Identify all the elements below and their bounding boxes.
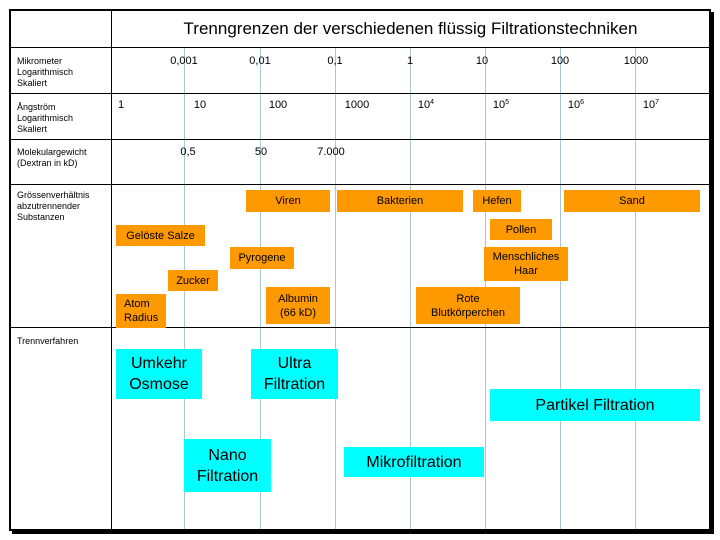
row-divider bbox=[11, 184, 709, 185]
tick-angstrom: 1 bbox=[117, 99, 125, 111]
tick-angstrom: $10^5$ bbox=[492, 99, 510, 111]
tick-micrometer: 0,01 bbox=[249, 55, 271, 67]
process-umkehr-osmose: Umkehr Osmose bbox=[116, 349, 202, 399]
substance-zucker: Zucker bbox=[168, 270, 218, 291]
tick-micrometer: 1 bbox=[406, 55, 414, 67]
process-mikrofiltration: Mikrofiltration bbox=[344, 447, 484, 477]
tick-molekulargewicht: 7.000 bbox=[317, 146, 345, 158]
row-label-trennverfahren: Trennverfahren bbox=[17, 336, 79, 346]
substance-pollen: Pollen bbox=[490, 219, 552, 240]
substance-viren: Viren bbox=[246, 190, 330, 212]
tick-molekulargewicht: 50 bbox=[254, 146, 268, 158]
substance-menschliches-haar: Menschliches Haar bbox=[484, 247, 568, 281]
tick-molekulargewicht: 0,5 bbox=[180, 146, 196, 158]
tick-angstrom: $10^7$ bbox=[642, 99, 660, 111]
row-label-groessenverhaeltnis: Grössenverhältnis abzutrennender Substanzen bbox=[17, 190, 90, 222]
tick-angstrom: 10 bbox=[193, 99, 207, 111]
gridline-0-1 bbox=[335, 47, 336, 529]
substance-albumin: Albumin (66 kD) bbox=[266, 287, 330, 324]
tick-micrometer: 10 bbox=[475, 55, 489, 67]
substance-sand: Sand bbox=[564, 190, 700, 212]
tick-angstrom: $10^4$ bbox=[417, 99, 435, 111]
process-nano-filtration: Nano Filtration bbox=[184, 439, 271, 492]
row-label-mikrometer: Mikrometer Logarithmisch Skaliert bbox=[17, 56, 74, 88]
diagram-title: Trenngrenzen der verschiedenen flüssig Filtrationstechniken bbox=[183, 19, 638, 38]
process-ultra-filtration: Ultra Filtration bbox=[251, 349, 338, 399]
gridline-1000 bbox=[635, 47, 636, 529]
row-divider bbox=[11, 139, 709, 140]
substance-bakterien: Bakterien bbox=[337, 190, 463, 212]
substance-atom-radius: Atom Radius bbox=[116, 294, 166, 328]
substance-hefen: Hefen bbox=[473, 190, 521, 212]
gridline-100 bbox=[560, 47, 561, 529]
substance-rote-blutkoerperchen: Rote Blutkörperchen bbox=[416, 287, 520, 324]
row-divider bbox=[11, 47, 709, 48]
tick-micrometer: 0,001 bbox=[170, 55, 198, 67]
tick-micrometer: 1000 bbox=[623, 55, 649, 67]
substance-geloeste-salze: Gelöste Salze bbox=[116, 225, 205, 246]
substance-pyrogene: Pyrogene bbox=[230, 247, 294, 269]
row-label-angstrom: Ångström Logarithmisch Skaliert bbox=[17, 102, 74, 134]
tick-micrometer: 100 bbox=[550, 55, 570, 67]
tick-micrometer: 0,1 bbox=[327, 55, 343, 67]
row-label-molekulargewicht: Molekulargewicht (Dextran in kD) bbox=[17, 147, 87, 168]
process-partikel-filtration: Partikel Filtration bbox=[490, 389, 700, 421]
row-divider bbox=[11, 93, 709, 94]
label-column-divider bbox=[111, 11, 112, 529]
tick-angstrom: $10^6$ bbox=[567, 99, 585, 111]
diagram-frame bbox=[9, 9, 711, 531]
tick-angstrom: 1000 bbox=[344, 99, 370, 111]
tick-angstrom: 100 bbox=[268, 99, 288, 111]
